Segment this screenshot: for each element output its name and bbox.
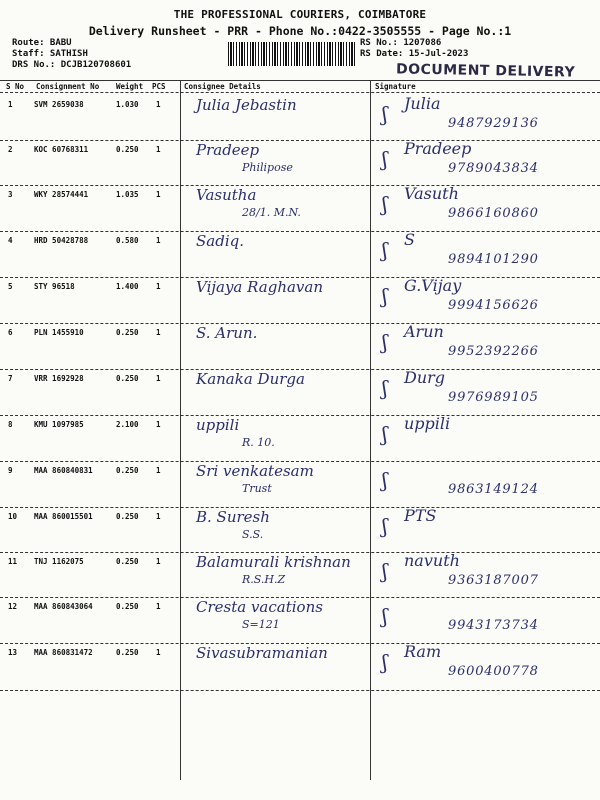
- pcs-value: 1: [156, 328, 161, 337]
- consignment-number: STY 96518: [34, 282, 75, 291]
- col-signature: Signature: [375, 82, 416, 91]
- col-sno: S No: [6, 82, 25, 91]
- consignee-name-handwritten: Vijaya Raghavan: [196, 278, 324, 296]
- serial-number: 2: [8, 145, 13, 154]
- pcs-value: 1: [156, 602, 161, 611]
- signature-mark-icon: ʃ: [382, 376, 388, 400]
- recipient-signature: navuth: [404, 551, 460, 570]
- pcs-value: 1: [156, 100, 161, 109]
- pcs-value: 1: [156, 374, 161, 383]
- recipient-signature: PTS: [404, 506, 437, 525]
- rs-number: RS No.: 1207086: [360, 38, 442, 48]
- consignment-number: MAA 860840831: [34, 466, 93, 475]
- weight-value: 0.250: [116, 602, 139, 611]
- runsheet-title: Delivery Runsheet - PRR - Phone No.:0422-3505555 - Page No.:1: [88, 24, 512, 38]
- rs-date: RS Date: 15-Jul-2023: [360, 49, 469, 59]
- signature-mark-icon: ʃ: [382, 147, 388, 171]
- recipient-signature: Durg: [404, 368, 446, 387]
- serial-number: 8: [8, 420, 13, 429]
- signature-mark-icon: ʃ: [382, 559, 388, 583]
- consignee-address-handwritten: S.S.: [242, 528, 264, 541]
- route-label: Route: BABU: [12, 38, 72, 48]
- weight-value: 0.250: [116, 145, 139, 154]
- recipient-phone: 9789043834: [448, 161, 539, 176]
- pcs-value: 1: [156, 512, 161, 521]
- weight-value: 0.250: [116, 648, 139, 657]
- serial-number: 7: [8, 374, 13, 383]
- recipient-signature: Vasuth: [404, 184, 459, 203]
- consignee-name-handwritten: Pradeep: [196, 141, 260, 159]
- drs-number: DRS No.: DCJB120708601: [12, 60, 132, 70]
- rs-info: [360, 38, 468, 60]
- table-header: [0, 80, 600, 92]
- consignment-number: MAA 860831472: [34, 648, 93, 657]
- weight-value: 0.250: [116, 512, 139, 521]
- recipient-phone: 9363187007: [448, 573, 539, 588]
- row-divider: [0, 140, 600, 141]
- consignment-number: HRD 50428788: [34, 236, 89, 245]
- recipient-phone: 9487929136: [448, 116, 539, 131]
- pcs-value: 1: [156, 236, 161, 245]
- row-divider: [0, 231, 600, 232]
- serial-number: 6: [8, 328, 13, 337]
- consignee-name-handwritten: uppili: [196, 416, 240, 434]
- consignment-number: SVM 2659038: [34, 100, 84, 109]
- consignee-name-handwritten: Sadiq.: [196, 232, 244, 250]
- consignee-address-handwritten: Trust: [242, 482, 272, 495]
- route-info: [12, 38, 131, 71]
- recipient-signature: Ram: [404, 642, 442, 661]
- consignment-number: TNJ 1162075: [34, 557, 84, 566]
- signature-mark-icon: ʃ: [382, 238, 388, 262]
- col-weight: Weight: [116, 82, 144, 91]
- recipient-phone: 9943173734: [448, 618, 539, 633]
- pcs-value: 1: [156, 557, 161, 566]
- recipient-signature: Pradeep: [404, 139, 472, 158]
- recipient-signature: G.Vijay: [404, 276, 462, 295]
- weight-value: 0.250: [116, 466, 139, 475]
- consignee-name-handwritten: Cresta vacations: [196, 598, 323, 616]
- weight-value: 1.400: [116, 282, 139, 291]
- consignee-address-handwritten: 28/1. M.N.: [242, 206, 301, 219]
- consignee-name-handwritten: Sri venkatesam: [196, 462, 314, 480]
- recipient-signature: Arun: [404, 322, 444, 341]
- row-divider: [0, 185, 600, 186]
- recipient-phone: 9600400778: [448, 664, 539, 679]
- pcs-value: 1: [156, 466, 161, 475]
- consignee-address-handwritten: R.S.H.Z: [242, 573, 286, 586]
- recipient-signature: uppili: [404, 414, 451, 433]
- col-pcs: PCS: [152, 82, 166, 91]
- table-top-rule: [0, 80, 600, 81]
- signature-mark-icon: ʃ: [382, 468, 388, 492]
- serial-number: 11: [8, 557, 18, 566]
- row-divider: [0, 415, 600, 416]
- recipient-phone: 9866160860: [448, 206, 539, 221]
- consignee-address-handwritten: R. 10.: [242, 436, 275, 449]
- row-divider: [0, 690, 600, 691]
- signature-mark-icon: ʃ: [382, 284, 388, 308]
- row-divider: [0, 507, 600, 508]
- consignment-number: KMU 1097985: [34, 420, 84, 429]
- signature-mark-icon: ʃ: [382, 330, 388, 354]
- signature-mark-icon: ʃ: [382, 650, 388, 674]
- serial-number: 9: [8, 466, 13, 475]
- pcs-value: 1: [156, 420, 161, 429]
- consignment-number: WKY 28574441: [34, 190, 89, 199]
- weight-value: 1.030: [116, 100, 139, 109]
- weight-value: 2.100: [116, 420, 139, 429]
- serial-number: 12: [8, 602, 18, 611]
- weight-value: 0.250: [116, 557, 139, 566]
- recipient-signature: S: [404, 230, 415, 249]
- serial-number: 5: [8, 282, 13, 291]
- consignee-name-handwritten: Sivasubramanian: [196, 644, 328, 662]
- consignment-number: VRR 1692928: [34, 374, 84, 383]
- header-rule: [0, 92, 600, 93]
- consignment-number: MAA 860843064: [34, 602, 93, 611]
- serial-number: 13: [8, 648, 18, 657]
- consignment-number: KOC 60768311: [34, 145, 89, 154]
- recipient-phone: 9863149124: [448, 482, 539, 497]
- signature-mark-icon: ʃ: [382, 514, 388, 538]
- row-divider: [0, 323, 600, 324]
- consignee-name-handwritten: Balamurali krishnan: [196, 553, 351, 571]
- weight-value: 0.250: [116, 374, 139, 383]
- recipient-phone: 9994156626: [448, 298, 539, 313]
- col-consignee: Consignee Details: [184, 82, 261, 91]
- weight-value: 0.250: [116, 328, 139, 337]
- serial-number: 1: [8, 100, 13, 109]
- recipient-signature: Julia: [404, 94, 441, 113]
- weight-value: 0.580: [116, 236, 139, 245]
- col-consignment: Consignment No: [36, 82, 100, 91]
- consignee-name-handwritten: B. Suresh: [196, 508, 270, 526]
- serial-number: 4: [8, 236, 13, 245]
- company-name: THE PROFESSIONAL COURIERS, COIMBATORE: [173, 8, 427, 21]
- consignee-name-handwritten: Kanaka Durga: [196, 370, 305, 388]
- consignment-number: PLN 1455910: [34, 328, 84, 337]
- recipient-phone: 9952392266: [448, 344, 539, 359]
- pcs-value: 1: [156, 190, 161, 199]
- consignee-address-handwritten: S=121: [242, 618, 280, 631]
- pcs-value: 1: [156, 282, 161, 291]
- pcs-value: 1: [156, 648, 161, 657]
- serial-number: 10: [8, 512, 18, 521]
- signature-mark-icon: ʃ: [382, 422, 388, 446]
- weight-value: 1.035: [116, 190, 139, 199]
- consignee-address-handwritten: Philipose: [242, 161, 293, 174]
- recipient-phone: 9894101290: [448, 252, 539, 267]
- barcode: [228, 42, 356, 66]
- pcs-value: 1: [156, 145, 161, 154]
- staff-label: Staff: SATHISH: [12, 49, 88, 59]
- consignee-name-handwritten: S. Arun.: [196, 324, 258, 342]
- signature-mark-icon: ʃ: [382, 604, 388, 628]
- signature-mark-icon: ʃ: [382, 102, 388, 126]
- consignee-name-handwritten: Julia Jebastin: [196, 96, 297, 114]
- consignment-number: MAA 860015501: [34, 512, 93, 521]
- consignee-name-handwritten: Vasutha: [196, 186, 257, 204]
- document-delivery-stamp: DOCUMENT DELIVERY: [395, 61, 576, 81]
- signature-mark-icon: ʃ: [382, 192, 388, 216]
- serial-number: 3: [8, 190, 13, 199]
- recipient-phone: 9976989105: [448, 390, 539, 405]
